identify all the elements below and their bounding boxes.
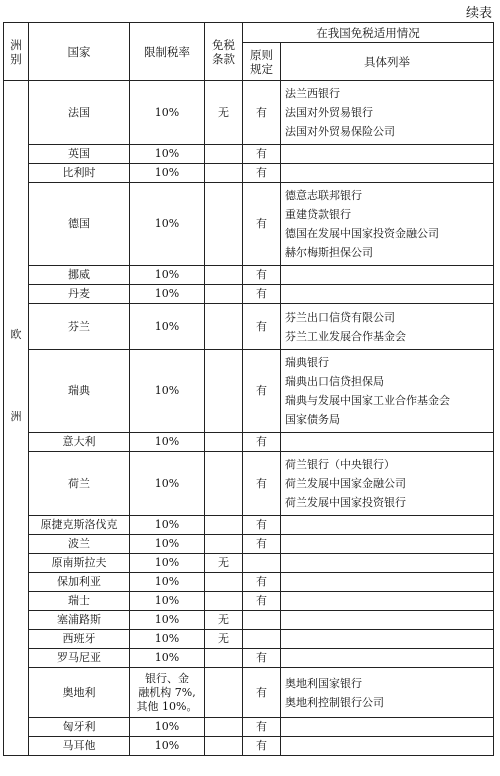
exempt-clause-cell: 无: [205, 81, 243, 145]
rate-cell: 10%: [130, 164, 205, 183]
principle-cell: 有: [243, 452, 281, 516]
continent-cell: [4, 81, 29, 756]
principle-cell: 有: [243, 304, 281, 350]
example-item: 国家债务局: [285, 413, 340, 426]
rate-line: 银行、金: [145, 671, 189, 685]
examples-cell: [281, 350, 494, 433]
rate-cell: 10%: [130, 183, 205, 266]
example-item: 重建贷款银行: [285, 208, 351, 221]
tax-treaty-table: [3, 22, 494, 756]
table-row: [4, 718, 494, 737]
example-item: 芬兰工业发展合作基金会: [285, 329, 406, 343]
table-row: [4, 350, 494, 433]
examples-cell: [281, 266, 494, 285]
exempt-clause-cell: [205, 285, 243, 304]
table-row: [4, 649, 494, 668]
table-row: [4, 737, 494, 756]
principle-cell: 有: [243, 81, 281, 145]
country-cell: 马耳他: [29, 737, 130, 756]
rate-cell: 10%: [130, 81, 205, 145]
examples-cell: [281, 649, 494, 668]
examples-cell: [281, 573, 494, 592]
examples-cell: [281, 304, 494, 350]
header-limit-rate: 限制税率: [130, 23, 205, 81]
exempt-clause-cell: [205, 592, 243, 611]
rate-cell: 10%: [130, 592, 205, 611]
principle-cell: 有: [243, 433, 281, 452]
table-row: [4, 630, 494, 649]
table-row: [4, 592, 494, 611]
continent-char-1: 欧: [10, 328, 22, 341]
country-cell: 西班牙: [29, 630, 130, 649]
examples-cell: [281, 145, 494, 164]
exempt-clause-cell: [205, 183, 243, 266]
principle-cell: 有: [243, 737, 281, 756]
rate-cell: 10%: [130, 718, 205, 737]
examples-cell: [281, 535, 494, 554]
principle-cell: 有: [243, 183, 281, 266]
rate-cell: 10%: [130, 516, 205, 535]
table-row: [4, 573, 494, 592]
country-cell: 丹麦: [29, 285, 130, 304]
table-row: [4, 554, 494, 573]
table-row: [4, 145, 494, 164]
principle-cell: 有: [243, 668, 281, 718]
rate-cell: 10%: [130, 611, 205, 630]
exempt-clause-cell: [205, 573, 243, 592]
exempt-clause-cell: [205, 304, 243, 350]
table-row: [4, 611, 494, 630]
example-item: 德国在发展中国家投资金融公司: [285, 227, 439, 240]
rate-cell: 10%: [130, 452, 205, 516]
exempt-clause-cell: 无: [205, 554, 243, 573]
exempt-clause-cell: [205, 452, 243, 516]
exempt-clause-cell: [205, 737, 243, 756]
example-item: 瑞典与发展中国家工业合作基金会: [285, 394, 450, 407]
country-cell: 奥地利: [29, 668, 130, 718]
country-cell: 瑞士: [29, 592, 130, 611]
example-item: 法国对外贸易银行: [285, 106, 373, 119]
table-row: [4, 452, 494, 516]
header-exempt-clause: 免税条款: [205, 23, 243, 81]
exempt-clause-cell: 无: [205, 611, 243, 630]
exempt-clause-cell: [205, 649, 243, 668]
examples-cell: [281, 285, 494, 304]
rate-cell: 10%: [130, 433, 205, 452]
exempt-clause-cell: [205, 535, 243, 554]
header-examples: 具体列举: [281, 43, 494, 81]
examples-cell: [281, 81, 494, 145]
country-cell: 匈牙利: [29, 718, 130, 737]
continued-label: 续表: [465, 6, 492, 21]
principle-cell: 有: [243, 350, 281, 433]
table-row: [4, 304, 494, 350]
principle-cell: 有: [243, 516, 281, 535]
example-item: 荷兰银行（中央银行）: [285, 458, 395, 471]
example-item: 芬兰出口信贷有限公司: [285, 310, 395, 324]
rate-cell: 10%: [130, 304, 205, 350]
rate-cell: 10%: [130, 535, 205, 554]
exempt-clause-cell: [205, 350, 243, 433]
rate-cell: 10%: [130, 285, 205, 304]
examples-cell: [281, 164, 494, 183]
rate-cell: 10%: [130, 630, 205, 649]
exempt-clause-cell: [205, 266, 243, 285]
principle-cell: 有: [243, 573, 281, 592]
country-cell: 保加利亚: [29, 573, 130, 592]
rate-cell: 10%: [130, 737, 205, 756]
principle-cell: 有: [243, 266, 281, 285]
rate-cell: 10%: [130, 145, 205, 164]
table-row: [4, 183, 494, 266]
principle-cell: 有: [243, 164, 281, 183]
exempt-clause-cell: [205, 433, 243, 452]
example-item: 瑞典出口信贷担保局: [285, 375, 384, 388]
examples-cell: [281, 183, 494, 266]
country-cell: 原南斯拉夫: [29, 554, 130, 573]
rate-line: 其他 10%。: [136, 699, 198, 713]
example-item: 赫尔梅斯担保公司: [285, 246, 373, 259]
examples-cell: [281, 611, 494, 630]
principle-cell: [243, 630, 281, 649]
examples-cell: [281, 718, 494, 737]
rate-cell: 10%: [130, 350, 205, 433]
country-cell: 挪威: [29, 266, 130, 285]
table-row: [4, 535, 494, 554]
header-continent: 洲别: [4, 23, 29, 81]
principle-cell: [243, 611, 281, 630]
examples-cell: [281, 630, 494, 649]
country-cell: 瑞典: [29, 350, 130, 433]
country-cell: 法国: [29, 81, 130, 145]
country-cell: 波兰: [29, 535, 130, 554]
example-item: 奥地利控制银行公司: [285, 695, 384, 709]
examples-cell: [281, 668, 494, 718]
exempt-clause-cell: [205, 668, 243, 718]
example-item: 德意志联邦银行: [285, 189, 362, 202]
country-cell: 塞浦路斯: [29, 611, 130, 630]
examples-cell: [281, 554, 494, 573]
example-item: 法兰西银行: [285, 87, 340, 100]
example-item: 奥地利国家银行: [285, 676, 362, 690]
principle-cell: [243, 554, 281, 573]
country-cell: 德国: [29, 183, 130, 266]
principle-cell: 有: [243, 592, 281, 611]
header-principle: 原则规定: [243, 43, 281, 81]
exempt-clause-cell: [205, 164, 243, 183]
examples-cell: [281, 592, 494, 611]
header-country: 国家: [29, 23, 130, 81]
example-item: 荷兰发展中国家金融公司: [285, 477, 406, 490]
table-row: [4, 516, 494, 535]
table-row: [4, 668, 494, 718]
country-cell: 荷兰: [29, 452, 130, 516]
examples-cell: [281, 737, 494, 756]
principle-cell: 有: [243, 535, 281, 554]
table-row: [4, 164, 494, 183]
country-cell: 英国: [29, 145, 130, 164]
country-cell: 芬兰: [29, 304, 130, 350]
rate-cell: 10%: [130, 573, 205, 592]
continent-char-2: 洲: [10, 410, 22, 423]
example-item: 荷兰发展中国家投资银行: [285, 496, 406, 509]
exempt-clause-cell: 无: [205, 630, 243, 649]
header-exemption-group: 在我国免税适用情况: [243, 23, 494, 43]
examples-cell: [281, 433, 494, 452]
examples-cell: [281, 452, 494, 516]
table-row: [4, 81, 494, 145]
rate-cell: 10%: [130, 649, 205, 668]
exempt-clause-cell: [205, 718, 243, 737]
principle-cell: 有: [243, 718, 281, 737]
country-cell: 原捷克斯洛伐克: [29, 516, 130, 535]
principle-cell: 有: [243, 285, 281, 304]
table-row: [4, 266, 494, 285]
country-cell: 意大利: [29, 433, 130, 452]
example-item: 瑞典银行: [285, 356, 329, 369]
table-row: [4, 433, 494, 452]
exempt-clause-cell: [205, 145, 243, 164]
rate-cell: 10%: [130, 266, 205, 285]
principle-cell: 有: [243, 649, 281, 668]
exempt-clause-cell: [205, 516, 243, 535]
country-cell: 罗马尼亚: [29, 649, 130, 668]
rate-cell: 10%: [130, 554, 205, 573]
country-cell: 比利时: [29, 164, 130, 183]
principle-cell: 有: [243, 145, 281, 164]
table-row: [4, 285, 494, 304]
rate-cell: [130, 668, 205, 718]
example-item: 法国对外贸易保险公司: [285, 125, 395, 138]
rate-line: 融机构 7%,: [138, 685, 196, 699]
examples-cell: [281, 516, 494, 535]
